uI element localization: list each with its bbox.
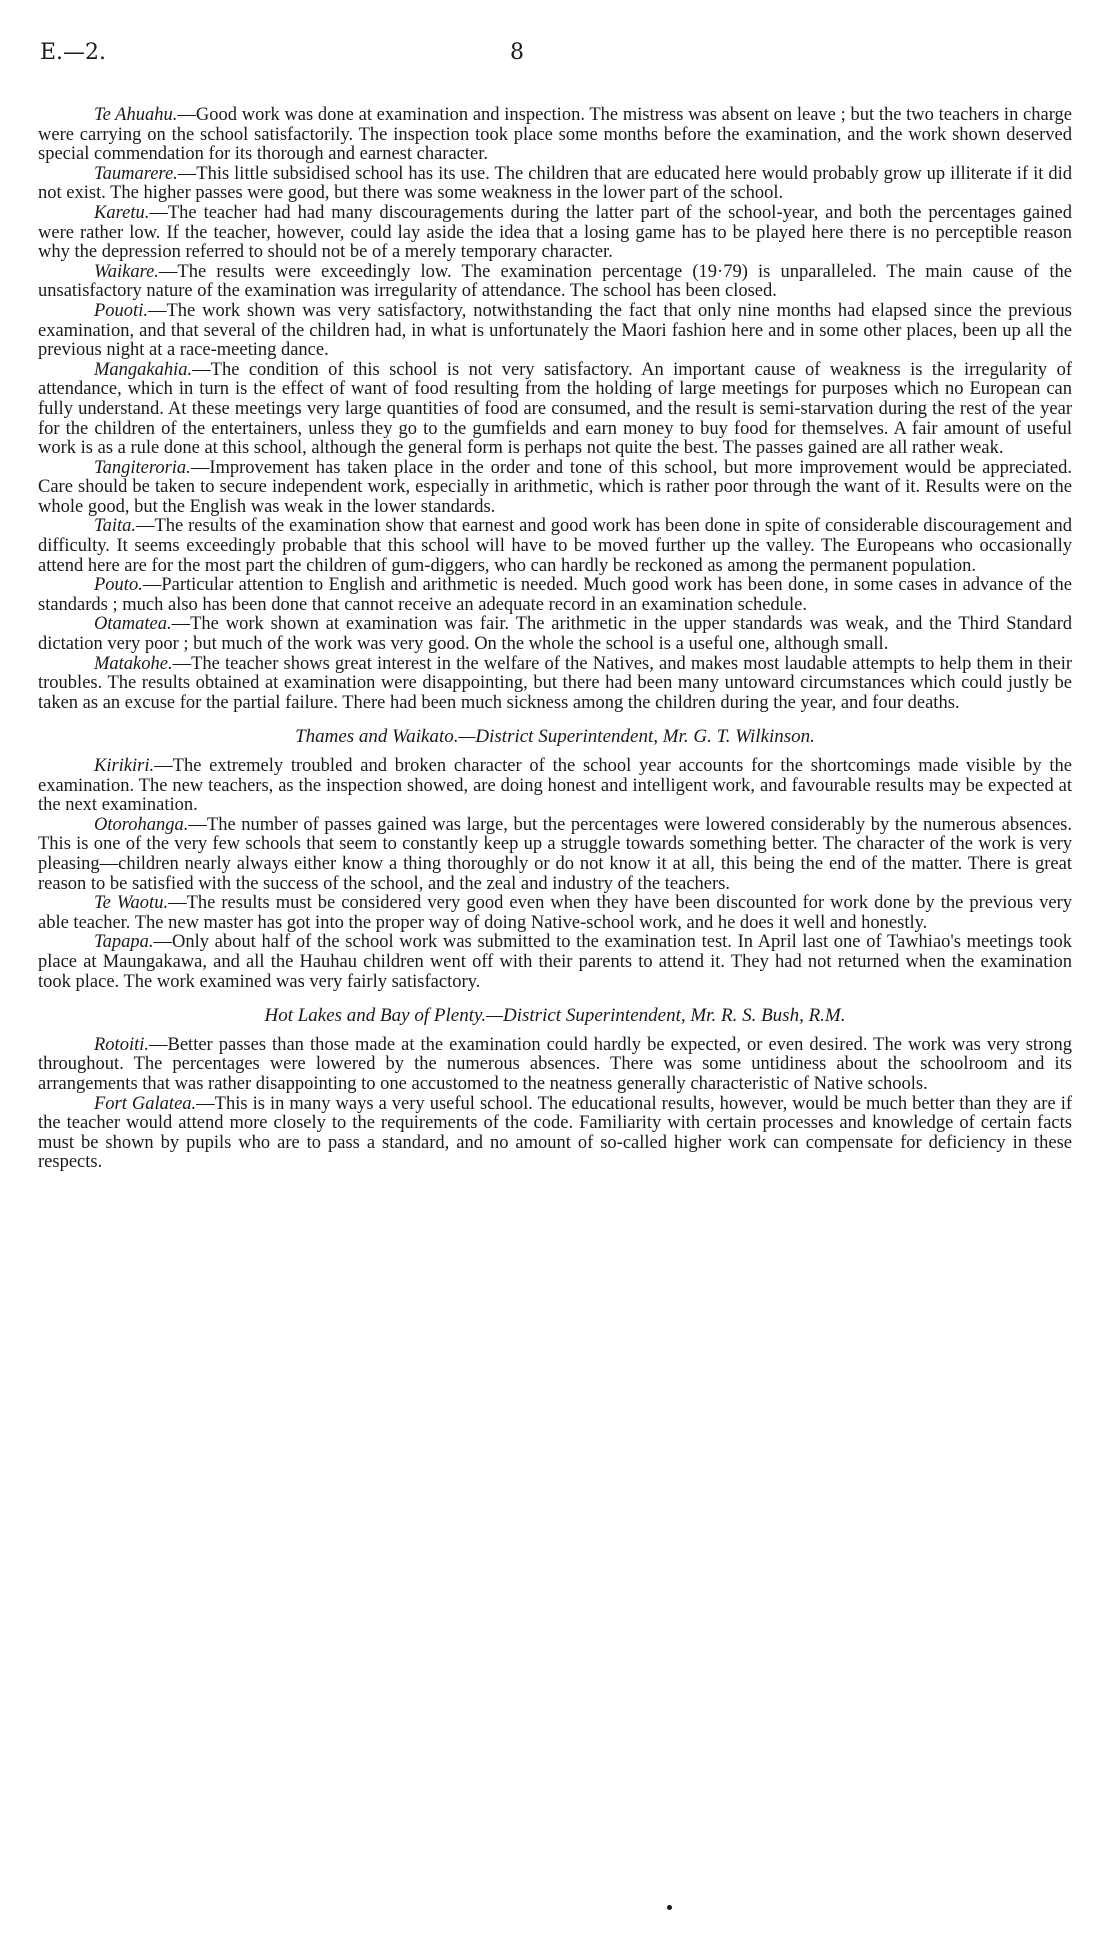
school-name: Kirikiri.	[94, 756, 155, 776]
school-report-paragraph	[38, 816, 1072, 894]
document-reference: E.—2.	[40, 40, 107, 65]
report-text: —The work shown was very satisfactory, notwithstanding the fact that only nine months had elapsed since the previous examination, and that several of the children had, in what is unfortunately the Maori fashion here and in some other places, been up all the previous night at a race-meeting dance.	[38, 300, 1072, 361]
school-name: Taita.	[94, 516, 136, 537]
section-heading: Thames and Waikato.—District Superintendent, Mr. G. T. Wilkinson.	[295, 726, 815, 748]
school-report-paragraph	[38, 459, 1072, 518]
school-name: Tangiteroria.	[94, 457, 191, 478]
school-name: Fort Galatea.	[94, 1093, 197, 1114]
report-text: —The condition of this school is not very satisfactory. An important cause of weakness is the irregularity of attendance, which in turn is the effect of want of food resulting from the holding of large meetings for purposes which no European can fully understand. At these meetings very large quantities of food are consumed, and the result is semi-starvation during the rest of the year for the children of the entertainers, unless they go to the gumfields and earn money to buy food for themselves. A fair amount of useful work is as a rule done at this school, although the general form is perhaps not quite the best. The passes gained are all rather weak.	[38, 359, 1072, 459]
report-text: —This is in many ways a very useful school. The educational results, however, would be much better than they are if the teacher would attend more closely to the requirements of the code. Familiarity with certain processes and knowledge of certain facts must be shown by pupils who are to pass a standard, and no amount of so-called higher work can compensate for deficiency in these respects.	[38, 1093, 1072, 1173]
school-report-paragraph	[38, 615, 1072, 654]
school-report-paragraph	[38, 106, 1072, 165]
page-header	[40, 40, 1074, 80]
school-report-paragraph	[38, 263, 1072, 302]
school-name: Otamatea.	[94, 614, 172, 635]
page-number: 8	[510, 40, 524, 65]
report-text: —The teacher had had many discouragements during the latter part of the school-year, and both the percentages gained were rather low. If the teacher, however, could lay aside the idea that a losing game has to be played here there is no perceptible reason why the depression referred to should not be of a merely temporary character.	[38, 202, 1072, 263]
school-name: Tapapa.	[94, 932, 154, 953]
school-report-paragraph	[38, 1036, 1072, 1095]
report-text: —The results were exceedingly low. The examination percentage (19·79) is unparalleled. The main cause of the unsatisfactory nature of the examination was irregularity of attendance. The school has been closed.	[38, 261, 1072, 302]
school-report-paragraph	[38, 757, 1072, 816]
school-report-paragraph	[38, 1095, 1072, 1173]
school-report-paragraph	[38, 165, 1072, 204]
school-report-paragraph	[38, 655, 1072, 714]
school-report-paragraph	[38, 933, 1072, 992]
school-report-paragraph	[38, 894, 1072, 933]
school-name: Matakohe.	[94, 653, 173, 674]
school-name: Pouoti.	[94, 300, 148, 321]
school-report-paragraph	[38, 302, 1072, 361]
report-text: —This little subsidised school has its use. The children that are educated here would probably grow up illiterate if it did not exist. The higher passes were good, but there was some weakness in the lower part of the school.	[38, 163, 1072, 204]
report-text: —Good work was done at examination and inspection. The mistress was absent on leave ; but the two teachers in charge were carrying on the school satisfactorily. The inspection took place some months before the examination, and the work shown deserved special commendation for its thorough and earnest character.	[38, 105, 1072, 165]
report-text: —The results must be considered very good even when they have been discounted for work done by the previous very able teacher. The new master has got into the proper way of doing Native-school work, and he does it well and honestly.	[38, 893, 1072, 933]
report-text: —Better passes than those made at the examination could hardly be expected, or even desired. The work was very strong throughout. The percentages were lowered by the numerous absences. There was some untidiness about the schoolroom and its arrangements that was rather disappointing to one accustomed to the neatness generally characteristic of Native schools.	[38, 1034, 1072, 1094]
report-text: —The work shown at examination was fair. The arithmetic in the upper standards was weak, and the Third Standard dictation very poor ; but much of the work was very good. On the whole the school is a useful one, although small.	[38, 614, 1072, 655]
school-name: Taumarere.	[94, 163, 178, 184]
report-text: —The number of passes gained was large, but the percentages were lowered considerably by the numerous absences. This is one of the very few schools that seem to constantly keep up a struggle towards something better. The character of the work is very pleasing—children nearly always either know a thing thoroughly or do not know it at all, this being the end of the matter. There is great reason to be satisfied with the success of the school, and the zeal and industry of the teachers.	[38, 814, 1072, 894]
school-report-paragraph	[38, 576, 1072, 615]
document-body	[38, 106, 1072, 1173]
report-text: —The extremely troubled and broken character of the school year accounts for the shortcomings made visible by the examination. The new teachers, as the inspection showed, are doing honest and intelligent work, and favourable results may be expected at the next examination.	[38, 756, 1072, 816]
school-name: Otorohanga.	[94, 814, 189, 835]
school-report-paragraph	[38, 361, 1072, 459]
report-text: —Only about half of the school work was submitted to the examination test. In April last one of Tawhiao's meetings took place at Maungakawa, and all the Hauhau children went off with their parents to attend it. They had not returned when the examination took place. The work examined was very fairly satisfactory.	[38, 932, 1072, 992]
school-name: Pouto.	[94, 575, 143, 596]
school-name: Te Ahuahu.	[94, 105, 178, 125]
school-name: Te Waotu.	[94, 893, 169, 914]
school-name: Rotoiti.	[94, 1034, 149, 1055]
report-text: —The teacher shows great interest in the welfare of the Natives, and makes most laudable attempts to help them in their troubles. The results obtained at examination were disappointing, but there had been many untoward circumstances which could justly be taken as an excuse for the partial failure. There had been much sickness among the children during the year, and four deaths.	[38, 653, 1072, 713]
school-name: Karetu.	[94, 202, 150, 223]
school-report-paragraph	[38, 204, 1072, 263]
printer-mark	[667, 1905, 672, 1910]
school-name: Waikare.	[94, 261, 159, 282]
school-name: Mangakahia.	[94, 359, 193, 380]
report-text: —Improvement has taken place in the order and tone of this school, but more improvement would be appreciated. Care should be taken to secure independent work, especially in arithmetic, which is rather poor through the want of it. Results were on the whole good, but the English was weak in the lower standards.	[38, 457, 1072, 517]
section-heading: Hot Lakes and Bay of Plenty.—District Superintendent, Mr. R. S. Bush, R.M.	[264, 1005, 846, 1027]
report-text: —Particular attention to English and arithmetic is needed. Much good work has been done, in some cases in advance of the standards ; much also has been done that cannot receive an adequate record in an examination schedule.	[38, 575, 1072, 615]
report-text: —The results of the examination show that earnest and good work has been done in spite of considerable discouragement and difficulty. It seems exceedingly probable that this school will have to be moved further up the valley. The Europeans who occasionally attend here are for the most part the children of gum-diggers, who can hardly be reckoned as among the permanent population.	[38, 516, 1072, 576]
school-report-paragraph	[38, 517, 1072, 576]
